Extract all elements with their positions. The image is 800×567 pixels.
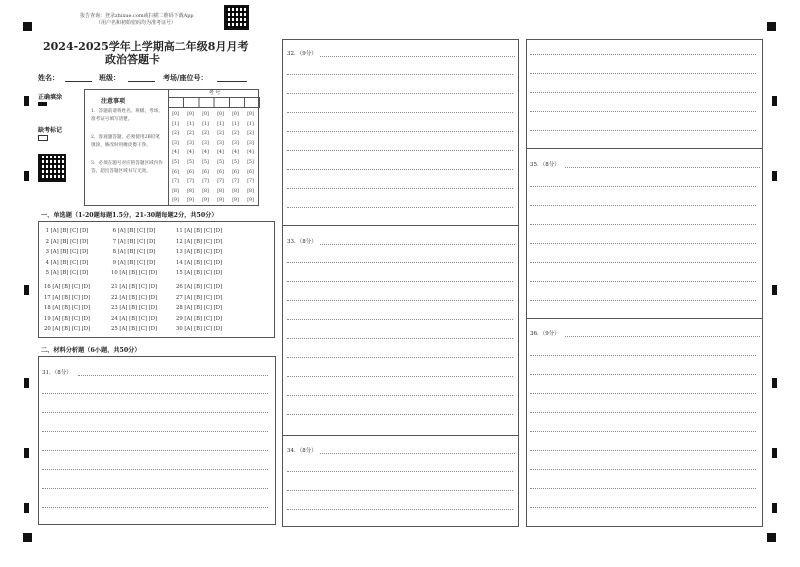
choice-group[interactable]: 6 [A] [B] [C] [D] 7 [A] [B] [C] [D] 8 [A] [B] [C] [D] 9 [A] [B] [C] [D] 10 [A] [B] [C] [D] <box>111 228 158 277</box>
class-field[interactable] <box>128 81 155 82</box>
choice-group[interactable]: 16 [A] [B] [C] [D] 17 [A] [B] [C] [D] 18 [A] [B] [C] [D] 19 [A] [B] [C] [D] 20 [A] [B] [C] [D] <box>44 284 91 333</box>
choice-group[interactable]: 11 [A] [B] [C] [D] 12 [A] [B] [C] [D] 13 [A] [B] [C] [D] 14 [A] [B] [C] [D] 15 [A] [B] [C] [D] <box>176 228 223 277</box>
answer-column-right <box>526 39 763 527</box>
answer-line[interactable] <box>287 93 513 94</box>
choice-group[interactable]: 26 [A] [B] [C] [D] 27 [A] [B] [C] [D] 28 [A] [B] [C] [D] 29 [A] [B] [C] [D] 30 [A] [B] [C] [D] <box>176 284 223 333</box>
question-label-q35: 35．（8分） <box>530 162 560 168</box>
corner-mark <box>767 22 776 31</box>
timing-mark <box>24 448 29 458</box>
notes-title: 注意事项 <box>101 98 126 105</box>
answer-line[interactable] <box>287 188 513 189</box>
qr-code <box>224 5 249 30</box>
report-notice: 报告查询：登录zhixue.com或扫描二维码下载App <box>80 13 194 19</box>
answer-line[interactable] <box>530 374 756 375</box>
qr-code-small <box>38 154 66 182</box>
answer-line[interactable] <box>530 281 756 282</box>
answer-line[interactable] <box>287 395 513 396</box>
timing-mark <box>772 96 777 106</box>
answer-line[interactable] <box>42 488 268 489</box>
timing-mark <box>24 503 29 513</box>
answer-line[interactable] <box>287 169 513 170</box>
answer-line[interactable] <box>530 507 756 508</box>
answer-line[interactable] <box>530 73 756 74</box>
missing-exam-box[interactable] <box>38 135 48 141</box>
answer-line[interactable] <box>42 507 268 508</box>
answer-line[interactable] <box>287 300 513 301</box>
divider <box>526 148 763 149</box>
answer-line[interactable] <box>530 431 756 432</box>
timing-mark <box>772 378 777 388</box>
timing-mark <box>24 285 29 295</box>
exam-number-column[interactable]: [0] [1] [2] [3] [4] [5] [6] [7] [8] [9] <box>202 112 209 204</box>
question-label-q33: 33．（8分） <box>287 239 317 245</box>
timing-mark <box>772 285 777 295</box>
answer-line[interactable] <box>530 488 756 489</box>
answer-line[interactable] <box>287 131 513 132</box>
answer-line[interactable] <box>287 74 513 75</box>
exam-number-title: 考 号 <box>168 89 260 98</box>
exam-number-column[interactable]: [0] [1] [2] [3] [4] [5] [6] [7] [8] [9] <box>217 112 224 204</box>
answer-line[interactable] <box>78 375 268 376</box>
choice-group[interactable]: 21 [A] [B] [C] [D] 22 [A] [B] [C] [D] 23 [A] [B] [C] [D] 24 [A] [B] [C] [D] 25 [A] [B] [C] [D] <box>111 284 158 333</box>
name-field[interactable] <box>65 81 92 82</box>
choice-group[interactable]: 1 [A] [B] [C] [D] 2 [A] [B] [C] [D] 3 [A] [B] [C] [D] 4 [A] [B] [C] [D] 5 [A] [B] [C] [D] <box>45 228 89 277</box>
answer-line[interactable] <box>287 150 513 151</box>
answer-line[interactable] <box>530 111 756 112</box>
exam-number-column[interactable]: [0] [1] [2] [3] [4] [5] [6] [7] [8] [9] <box>232 112 239 204</box>
answer-line[interactable] <box>320 453 515 454</box>
answer-box-q31[interactable] <box>38 356 276 525</box>
class-label: 班级： <box>99 73 120 82</box>
page-subtitle: 政治答题卡 <box>105 53 160 66</box>
correct-fill-sample <box>38 102 47 106</box>
answer-line[interactable] <box>530 355 756 356</box>
answer-line[interactable] <box>287 207 513 208</box>
answer-line[interactable] <box>287 338 513 339</box>
question-label-q34: 34．（8分） <box>287 448 317 454</box>
answer-line[interactable] <box>530 243 756 244</box>
answer-line[interactable] <box>530 186 756 187</box>
exam-number-column[interactable]: [0] [1] [2] [3] [4] [5] [6] [7] [8] [9] <box>247 112 254 204</box>
answer-line[interactable] <box>42 393 268 394</box>
timing-mark <box>24 96 29 106</box>
answer-line[interactable] <box>530 450 756 451</box>
corner-mark <box>23 533 32 542</box>
notes-item: 1．答题前请将姓名、班级、考场、准考证号填写清楚。 <box>91 109 163 122</box>
answer-line[interactable] <box>42 412 268 413</box>
answer-line[interactable] <box>287 319 513 320</box>
question-label-q32: 32．（9分） <box>287 51 317 57</box>
answer-line[interactable] <box>42 450 268 451</box>
notes-item: 3．必须在题号对应的答题区域内作答，超出答题区域书写无效。 <box>91 161 163 174</box>
seat-label: 考场/座位号： <box>163 73 208 82</box>
answer-line[interactable] <box>530 300 756 301</box>
timing-mark <box>772 448 777 458</box>
timing-mark <box>772 171 777 181</box>
exam-number-column[interactable]: [0] [1] [2] [3] [4] [5] [6] [7] [8] [9] <box>187 112 194 204</box>
answer-line[interactable] <box>530 262 756 263</box>
timing-mark <box>24 378 29 388</box>
answer-line[interactable] <box>287 112 513 113</box>
answer-line[interactable] <box>42 431 268 432</box>
notes-item: 2．客观题答题，必须使用2B铅笔填涂，修改时用橡皮擦干净。 <box>91 135 160 148</box>
divider <box>526 318 763 319</box>
correct-fill-label: 正确填涂 <box>38 94 63 101</box>
timing-mark <box>24 171 29 181</box>
timing-mark <box>772 503 777 513</box>
answer-line[interactable] <box>287 414 513 415</box>
answer-line[interactable] <box>565 336 760 337</box>
answer-line[interactable] <box>530 469 756 470</box>
answer-line[interactable] <box>530 393 756 394</box>
page-title: 2024-2025学年上学期高二年级8月月考 <box>43 40 249 53</box>
seat-field[interactable] <box>217 81 247 82</box>
answer-line[interactable] <box>287 262 513 263</box>
answer-line[interactable] <box>287 357 513 358</box>
answer-line[interactable] <box>530 54 756 55</box>
section2-title: 二、材料分析题（6小题，共50分） <box>41 347 141 354</box>
report-notice-sub: （用户名和初始密码均为准考证号） <box>96 20 177 26</box>
answer-line[interactable] <box>530 412 756 413</box>
name-label: 姓名： <box>38 73 59 82</box>
missing-exam-label: 缺考标记 <box>38 127 63 134</box>
answer-line[interactable] <box>287 471 513 472</box>
divider <box>282 435 519 436</box>
answer-line[interactable] <box>320 244 515 245</box>
answer-line[interactable] <box>287 281 513 282</box>
exam-number-column[interactable]: [0] [1] [2] [3] [4] [5] [6] [7] [8] [9] <box>172 112 179 204</box>
answer-line[interactable] <box>287 490 513 491</box>
question-label-q31: 31．（8分） <box>42 370 72 376</box>
answer-line[interactable] <box>287 376 513 377</box>
answer-line[interactable] <box>530 224 756 225</box>
answer-line[interactable] <box>530 92 756 93</box>
divider <box>282 225 519 226</box>
answer-line[interactable] <box>530 130 756 131</box>
answer-line[interactable] <box>565 167 760 168</box>
answer-line[interactable] <box>42 469 268 470</box>
answer-line[interactable] <box>530 205 756 206</box>
question-label-q36: 36．（9分） <box>530 331 560 337</box>
answer-line[interactable] <box>287 509 513 510</box>
answer-line[interactable] <box>320 56 515 57</box>
corner-mark <box>23 22 32 31</box>
section1-title: 一、单选题（1-20题每题1.5分，21-30题每题2分，共50分） <box>41 212 218 219</box>
corner-mark <box>767 533 776 542</box>
